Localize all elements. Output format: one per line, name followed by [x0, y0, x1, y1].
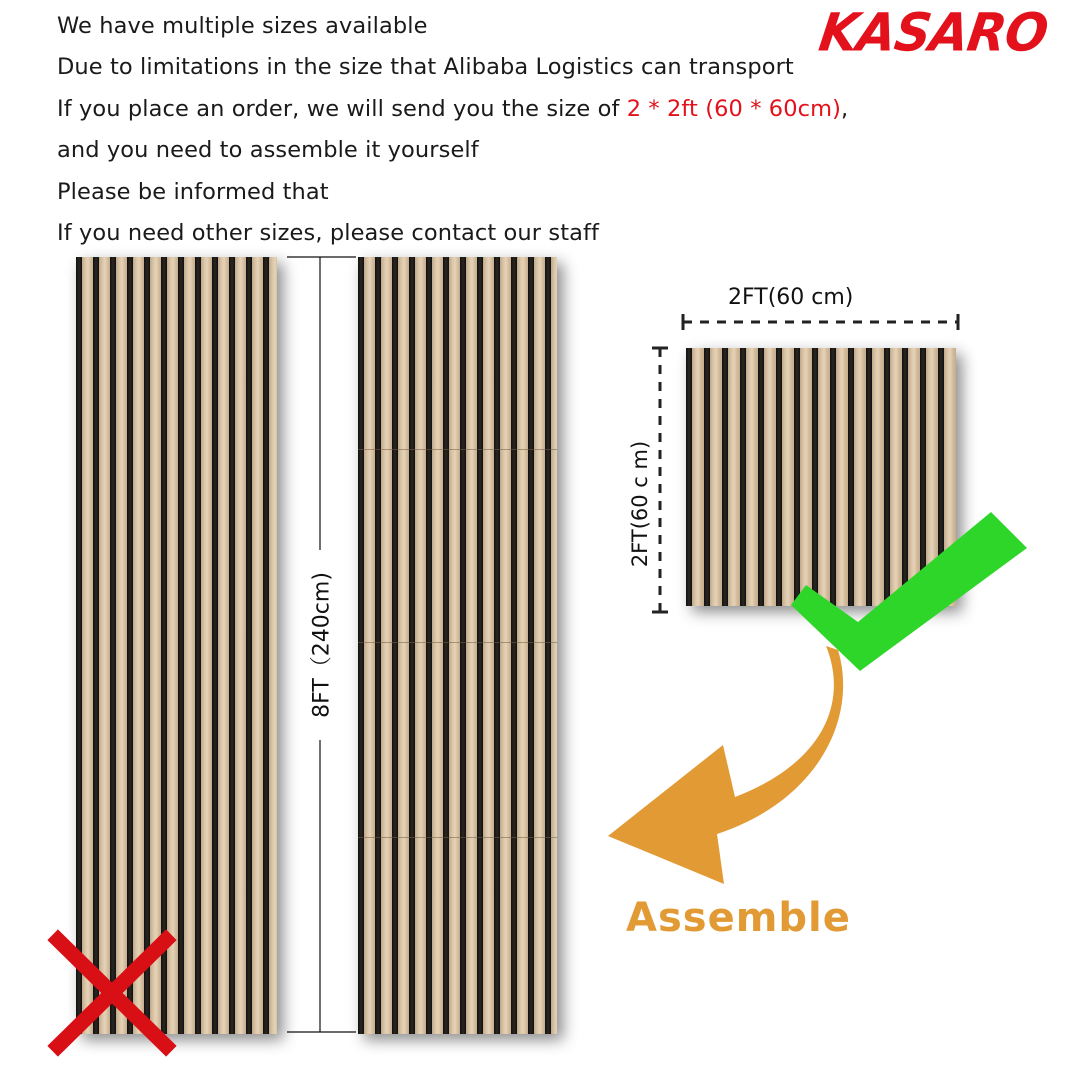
notice-line-prefix: If you place an order, we will send you the size of — [57, 95, 627, 122]
kasaro-logo: KASARO — [815, 2, 1052, 63]
small-height-dimension-label: 2FT(60 c m) — [628, 440, 652, 568]
size-highlight: 2 * 2ft (60 * 60cm) — [626, 95, 841, 122]
notice-line: and you need to assemble it yourself — [57, 137, 479, 164]
notice-line-suffix: , — [841, 95, 849, 122]
width-dimension-line — [683, 314, 958, 330]
height-dimension-label: 8FT（240cm) — [305, 568, 336, 722]
notice-line: Please be informed that — [57, 178, 329, 205]
small-height-dimension-line — [652, 348, 668, 612]
check-mark-icon — [791, 512, 1027, 671]
notice-line: Due to limitations in the size that Alibaba Logistics can transport — [57, 54, 794, 81]
x-mark-icon — [58, 940, 166, 1046]
curved-arrow-icon — [608, 646, 843, 884]
notice-line: If you need other sizes, please contact our staff — [57, 220, 600, 247]
assemble-label: Assemble — [626, 895, 851, 941]
notice-line: We have multiple sizes available — [57, 13, 428, 39]
width-dimension-label: 2FT(60 cm) — [728, 285, 854, 310]
